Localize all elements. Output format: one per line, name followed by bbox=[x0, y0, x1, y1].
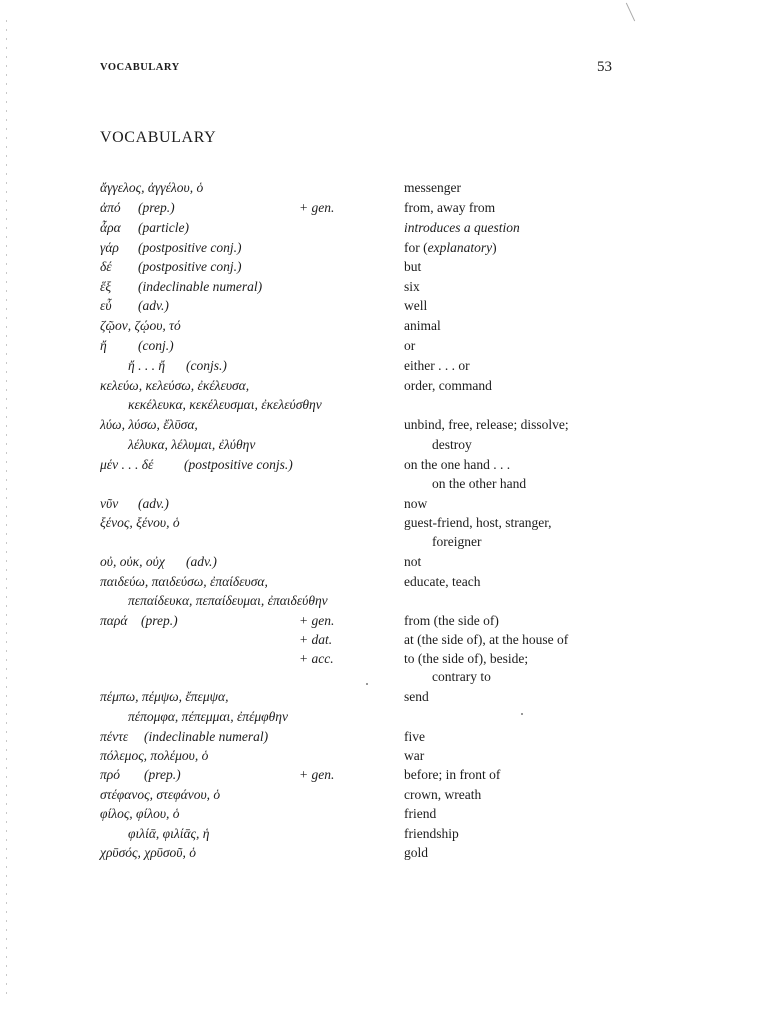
english-meaning: five bbox=[404, 729, 425, 744]
english-meaning: introduces a question bbox=[404, 220, 520, 235]
greek-headword: παρά bbox=[100, 613, 128, 628]
greek-headword: φιλίᾱ, φιλίᾱς, ἡ bbox=[128, 826, 210, 841]
vocab-entry bbox=[0, 532, 768, 551]
greek-headword: οὐ, οὐκ, οὐχ bbox=[100, 554, 165, 569]
greek-headword: κελεύω, κελεύσω, ἐκέλευσα, bbox=[100, 378, 250, 393]
greek-headword: πέμπω, πέμψω, ἔπεμψα, bbox=[100, 689, 229, 704]
part-of-speech: (indeclinable numeral) bbox=[138, 279, 263, 294]
english-meaning: or bbox=[404, 338, 416, 353]
english-meaning: send bbox=[404, 689, 429, 704]
greek-headword: πρό bbox=[100, 767, 120, 782]
case-governed: + gen. bbox=[299, 613, 335, 628]
scan-speck bbox=[521, 713, 523, 715]
vocab-entry bbox=[0, 218, 768, 237]
english-meaning: but bbox=[404, 259, 422, 274]
case-governed: + dat. bbox=[299, 632, 333, 647]
greek-headword: γάρ bbox=[100, 240, 119, 255]
part-of-speech: (prep.) bbox=[138, 200, 175, 215]
english-meaning: guest-friend, host, stranger, bbox=[404, 515, 552, 530]
part-of-speech: (adv.) bbox=[186, 554, 217, 569]
part-of-speech: (conj.) bbox=[138, 338, 174, 353]
greek-headword: ἕξ bbox=[100, 279, 112, 294]
english-meaning: friend bbox=[404, 806, 437, 821]
english-meaning: gold bbox=[404, 845, 429, 860]
part-of-speech: (prep.) bbox=[144, 767, 181, 782]
english-meaning: messenger bbox=[404, 180, 461, 195]
vocab-entry bbox=[0, 395, 768, 414]
vocab-entry bbox=[0, 296, 768, 315]
vocab-entry bbox=[0, 376, 768, 395]
vocab-entry bbox=[0, 572, 768, 591]
greek-headword: πεπαίδευκα, πεπαίδευμαι, ἐπαιδεύθην bbox=[128, 593, 328, 608]
greek-headword: εὖ bbox=[100, 298, 112, 313]
vocab-entry bbox=[0, 785, 768, 804]
greek-headword: ἀπό bbox=[100, 200, 121, 215]
case-governed: + gen. bbox=[299, 767, 335, 782]
english-meaning: on the one hand . . . bbox=[404, 457, 511, 472]
english-meaning: from (the side of) bbox=[404, 613, 499, 628]
case-governed: + acc. bbox=[299, 651, 334, 666]
greek-headword: φίλος, φίλου, ὁ bbox=[100, 806, 180, 821]
vocab-entry bbox=[0, 316, 768, 335]
vocab-entry bbox=[0, 746, 768, 765]
part-of-speech: (prep.) bbox=[141, 613, 178, 628]
english-meaning: well bbox=[404, 298, 428, 313]
vocab-entry bbox=[0, 765, 768, 784]
vocab-entry bbox=[0, 611, 768, 630]
vocab-entry bbox=[0, 667, 768, 686]
vocab-entry bbox=[0, 178, 768, 197]
part-of-speech: (indeclinable numeral) bbox=[144, 729, 269, 744]
vocab-entry bbox=[0, 257, 768, 276]
english-meaning: on the other hand bbox=[432, 476, 527, 491]
vocab-entry bbox=[0, 824, 768, 843]
english-meaning: friendship bbox=[404, 826, 459, 841]
vocab-entry bbox=[0, 707, 768, 726]
greek-headword: στέφανος, στεφάνου, ὁ bbox=[100, 787, 221, 802]
english-meaning: now bbox=[404, 496, 428, 511]
english-meaning: destroy bbox=[432, 437, 472, 452]
vocab-entry bbox=[0, 630, 768, 649]
vocab-entry bbox=[0, 804, 768, 823]
english-meaning: crown, wreath bbox=[404, 787, 482, 802]
vocab-entry bbox=[0, 494, 768, 513]
english-meaning: contrary to bbox=[432, 669, 491, 684]
greek-headword: λύω, λύσω, ἔλῡσα, bbox=[100, 417, 198, 432]
vocab-entry bbox=[0, 513, 768, 532]
vocab-entry bbox=[0, 435, 768, 454]
english-meaning: at (the side of), at the house of bbox=[404, 632, 569, 647]
part-of-speech: (adv.) bbox=[138, 496, 169, 511]
greek-headword: ζῷον, ζῴου, τό bbox=[100, 318, 181, 333]
english-meaning: either . . . or bbox=[404, 358, 470, 373]
vocab-entry bbox=[0, 455, 768, 474]
vocab-entry bbox=[0, 843, 768, 862]
section-title: VOCABULARY bbox=[100, 129, 217, 146]
greek-headword: λέλυκα, λέλυμαι, ἐλύθην bbox=[128, 437, 256, 452]
greek-headword: πέπομφα, πέπεμμαι, ἐπέμφθην bbox=[128, 709, 288, 724]
vocab-entry bbox=[0, 649, 768, 668]
part-of-speech: (particle) bbox=[138, 220, 189, 235]
vocab-entry bbox=[0, 336, 768, 355]
vocab-entry bbox=[0, 727, 768, 746]
english-meaning: six bbox=[404, 279, 420, 294]
english-meaning: animal bbox=[404, 318, 441, 333]
english-meaning: to (the side of), beside; bbox=[404, 651, 529, 666]
greek-headword: ἄγγελος, ἀγγέλου, ὁ bbox=[100, 180, 204, 195]
greek-headword: νῦν bbox=[100, 496, 119, 511]
vocab-entry bbox=[0, 238, 768, 257]
vocab-entry bbox=[0, 415, 768, 434]
greek-headword: ξένος, ξένου, ὁ bbox=[100, 515, 180, 530]
english-meaning: not bbox=[404, 554, 422, 569]
vocab-entry bbox=[0, 356, 768, 375]
part-of-speech: (conjs.) bbox=[186, 358, 227, 373]
running-head: VOCABULARY bbox=[100, 62, 180, 73]
vocab-entry bbox=[0, 277, 768, 296]
part-of-speech: (postpositive conj.) bbox=[138, 259, 242, 274]
greek-headword: κεκέλευκα, κεκέλευσμαι, ἐκελεύσθην bbox=[128, 397, 322, 412]
english-meaning: unbind, free, release; dissolve; bbox=[404, 417, 569, 432]
part-of-speech: (postpositive conjs.) bbox=[184, 457, 293, 472]
english-meaning: for (explanatory) bbox=[404, 240, 497, 255]
scan-speck bbox=[366, 683, 368, 685]
vocab-entry bbox=[0, 198, 768, 217]
greek-headword: μέν . . . δέ bbox=[100, 457, 154, 472]
greek-headword: ἤ bbox=[100, 338, 107, 353]
english-meaning: order, command bbox=[404, 378, 492, 393]
part-of-speech: (postpositive conj.) bbox=[138, 240, 242, 255]
english-meaning: war bbox=[404, 748, 425, 763]
page-number: 53 bbox=[597, 59, 612, 75]
greek-headword: ἤ . . . ἤ bbox=[128, 358, 166, 373]
english-meaning: educate, teach bbox=[404, 574, 481, 589]
vocab-entry bbox=[0, 474, 768, 493]
greek-headword: χρῡσός, χρῡσοῦ, ὁ bbox=[100, 845, 196, 860]
greek-headword: ἆρα bbox=[100, 220, 121, 235]
part-of-speech: (adv.) bbox=[138, 298, 169, 313]
english-meaning: before; in front of bbox=[404, 767, 501, 782]
greek-headword: παιδεύω, παιδεύσω, ἐπαίδευσα, bbox=[100, 574, 268, 589]
greek-headword: δέ bbox=[100, 259, 112, 274]
english-meaning: from, away from bbox=[404, 200, 496, 215]
english-meaning: foreigner bbox=[432, 534, 482, 549]
vocab-entry bbox=[0, 591, 768, 610]
greek-headword: πόλεμος, πολέμου, ὁ bbox=[100, 748, 209, 763]
greek-headword: πέντε bbox=[100, 729, 129, 744]
vocab-entry bbox=[0, 552, 768, 571]
vocab-entry bbox=[0, 687, 768, 706]
case-governed: + gen. bbox=[299, 200, 335, 215]
